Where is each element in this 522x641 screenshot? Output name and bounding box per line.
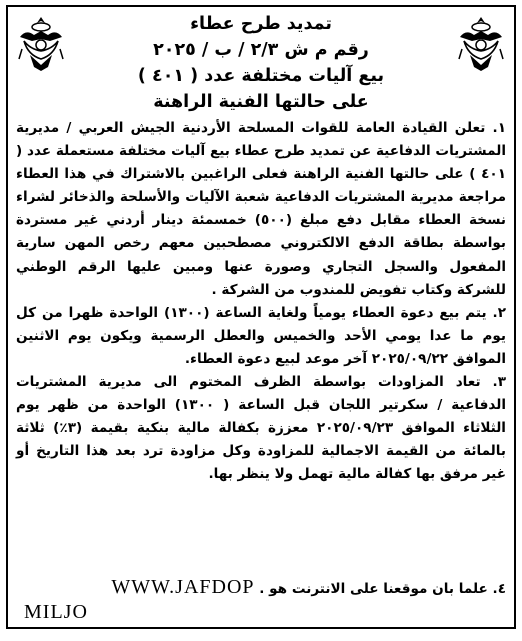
website-note-text: ٤. علما بان موقعنا على الانترنت هو . bbox=[259, 581, 506, 597]
website-url-part1[interactable]: WWW.JAFDOP bbox=[111, 576, 255, 598]
paragraph-1: ١. تعلن القيادة العامة للقوات المسلحة الأردنية الجيش العربي / مديرية المشتريات الدفاعية عن تمديد طرح عطاء بيع آليات مختلفة مستعملة عدد ( ٤٠١ ) على حالتها الفنية الراهنة فعلى الراغبين بالاشتراك في هذا العطاء مراجعة مديرية المشتريات الدفاعية شعبة الآليات والأسلحة والذخائر لشراء نسخة العطاء مقابل دفع مبلغ (٥٠٠) خمسمئة دينار أردني غير مستردة بواسطة بطاقة الدفع الالكتروني مصطحبين معهم رخص المهن سارية المفعول والسجل التجاري وصورة عنها ومبين عليها الرقم الوطني للشركة وكتاب تفويض للمندوب من الشركة . bbox=[16, 120, 507, 298]
tender-condition: على حالتها الفنية الراهنة bbox=[153, 92, 369, 112]
reference-number: رقم م ش ٢/٣ / ب / ٢٠٢٥ bbox=[153, 40, 369, 60]
paragraph-3: ٣. تعاد المزاودات بواسطة الظرف المختوم الى مديرية المشتريات الدفاعية / سكرتير اللجان قبل الساعة ( ١٣٠٠) الواحدة من ظهر يوم الثلاثاء الموافق ٢٠٢٥/٠٩/٢٣ معززة بكفالة مالية بنكية بقيمة (٣٪) ثلاثة بالمائة من القيمة الاجمالية للمزاودة وكل مزاودة ترد بعد هذا التاريخ أو غير مرفق بها كفالة مالية تهمل ولا ينظر بها. bbox=[16, 374, 506, 483]
notice-header bbox=[66, 11, 456, 115]
website-note bbox=[16, 576, 506, 623]
jaf-crest-icon bbox=[16, 15, 66, 73]
tender-subject: بيع آليات مختلفة عدد ( ٤٠١ ) bbox=[137, 66, 385, 86]
website-url-part2[interactable]: MILJO bbox=[24, 601, 88, 623]
tender-notice bbox=[6, 5, 516, 629]
notice-title: تمديد طرح عطاء bbox=[190, 14, 332, 34]
jaf-crest-icon bbox=[456, 15, 506, 73]
paragraph-2: ٢. يتم بيع دعوة العطاء يومياً ولغاية الساعة (١٣٠٠) الواحدة ظهرا من كل يوم ما عدا يومي الأحد والخميس والعطل الرسمية ويكون يوم الاثنين الموافق ٢٠٢٥/٠٩/٢٢ آخر موعد لبيع دعوة العطاء. bbox=[16, 304, 506, 367]
notice-body bbox=[16, 117, 506, 487]
